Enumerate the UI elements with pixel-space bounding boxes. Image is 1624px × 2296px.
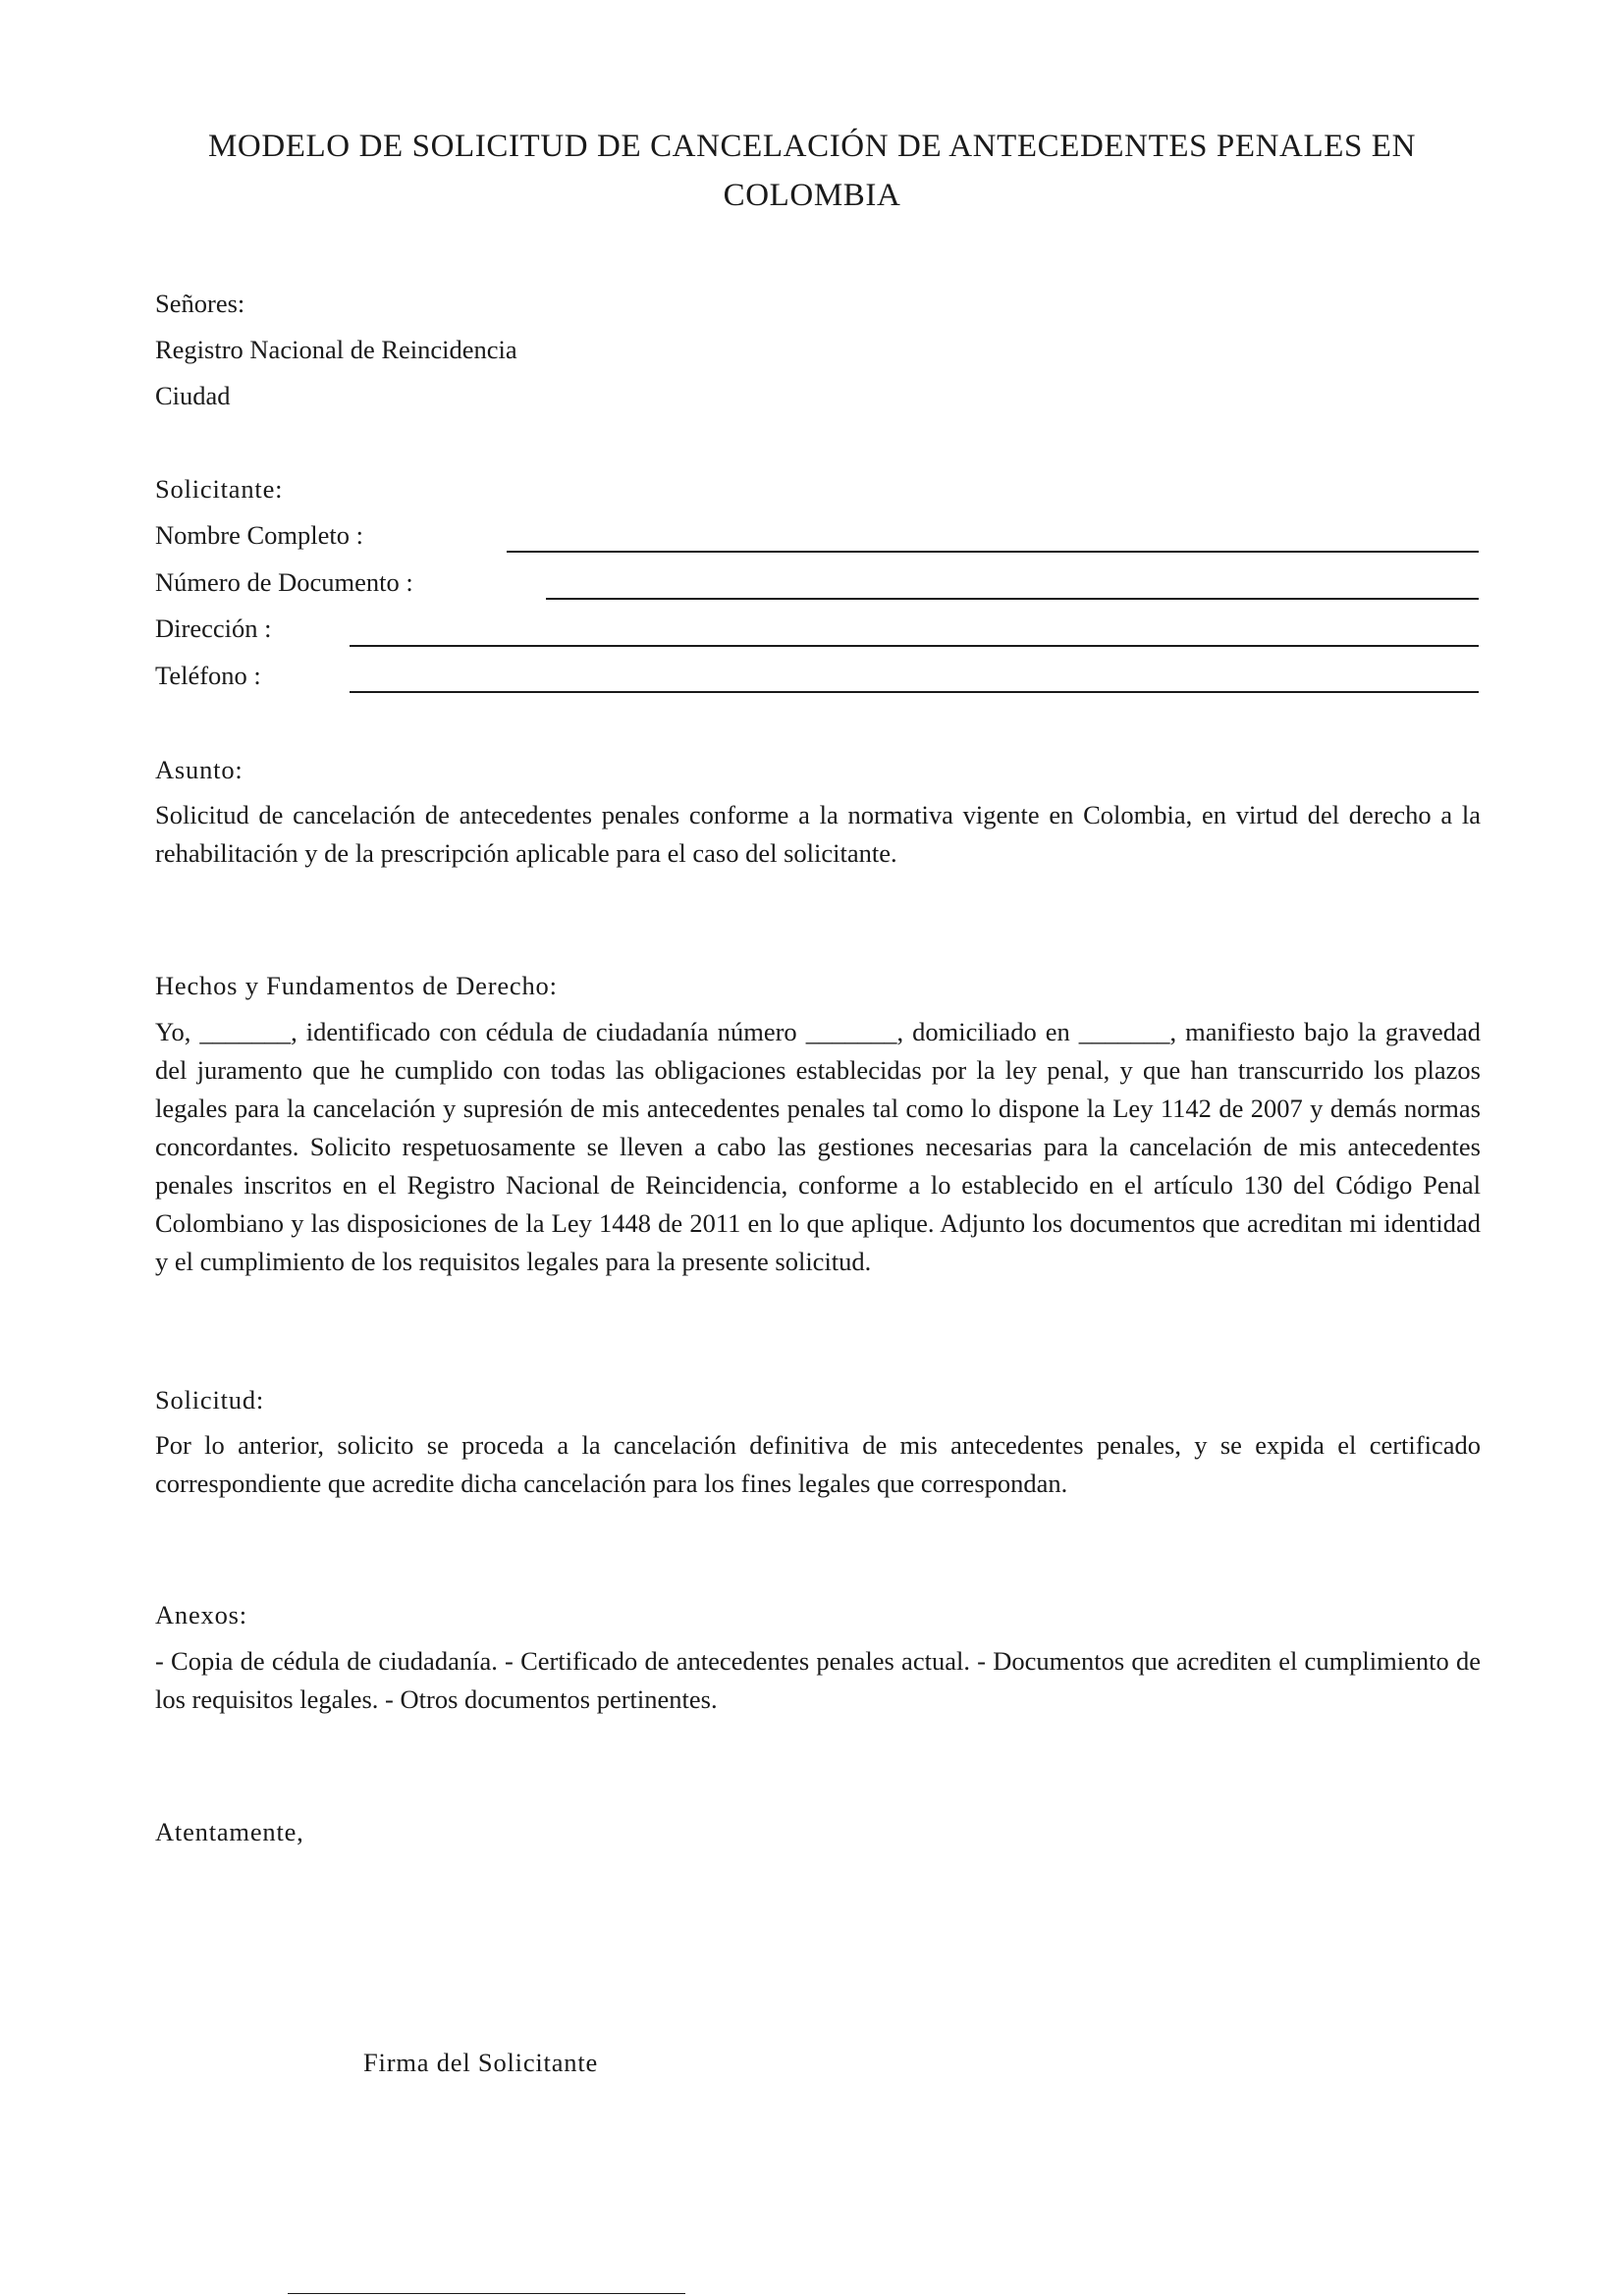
closing-text: Atentamente, [155,1817,304,1846]
field-label-document-number: Número de Documento : [155,567,413,597]
field-line-full-name[interactable] [507,551,1479,553]
field-label-phone: Teléfono : [155,661,261,690]
recipient-entity: Registro Nacional de Reincidencia [155,335,517,364]
recipient-city: Ciudad [155,381,231,410]
recipient-salutation: Señores: [155,289,245,318]
field-label-full-name: Nombre Completo : [155,520,363,550]
field-line-document-number[interactable] [546,598,1479,600]
subject-heading: Asunto: [155,755,244,784]
signature-label: Firma del Solicitante [363,2048,599,2077]
facts-heading: Hechos y Fundamentos de Derecho: [155,971,558,1000]
signature-line[interactable] [288,2293,685,2294]
facts-body: Yo, _______, identificado con cédula de ciudadanía número _______, domiciliado en _______, manifiesto bajo la gravedad del juramento que he cumplido con todas las obligaciones establecidas por la ley penal, y que han transcurrido los plazos legales para la cancelación y supresión de mis antecedentes penales tal como lo dispone la Ley 1142 de 2007 y demás normas concordantes. Solicito respetuosamente se lleven a cabo las gestiones necesarias para la cancelación de mis antecedentes penales inscritos en el Registro Nacional de Reincidencia, conforme a lo establecido en el artículo 130 del Código Penal Colombiano y las disposiciones de la Ley 1448 de 2011 en lo que aplique. Adjunto los documentos que acreditan mi identidad y el cumplimiento de los requisitos legales para la presente solicitud. [155,1017,1481,1276]
applicant-heading: Solicitante: [155,474,284,504]
annexes-heading: Anexos: [155,1600,247,1629]
field-line-phone[interactable] [350,691,1479,693]
subject-body: Solicitud de cancelación de antecedentes penales conforme a la normativa vigente en Colombia, en virtud del derecho a la rehabilitación y de la prescripción aplicable para el caso del solicitante. [155,800,1481,868]
field-line-address[interactable] [350,645,1479,647]
annexes-body: - Copia de cédula de ciudadanía. - Certificado de antecedentes penales actual. - Documentos que acrediten el cumplimiento de los requisitos legales. - Otros documentos pertinentes. [155,1646,1481,1714]
request-body: Por lo anterior, solicito se proceda a la cancelación definitiva de mis antecedentes penales, y se expida el certificado correspondiente que acredite dicha cancelación para los fines legales que correspondan. [155,1430,1481,1498]
document-title: MODELO DE SOLICITUD DE CANCELACIÓN DE ANTECEDENTES PENALES EN COLOMBIA [207,129,1416,213]
request-heading: Solicitud: [155,1385,265,1415]
field-label-address: Dirección : [155,614,272,643]
